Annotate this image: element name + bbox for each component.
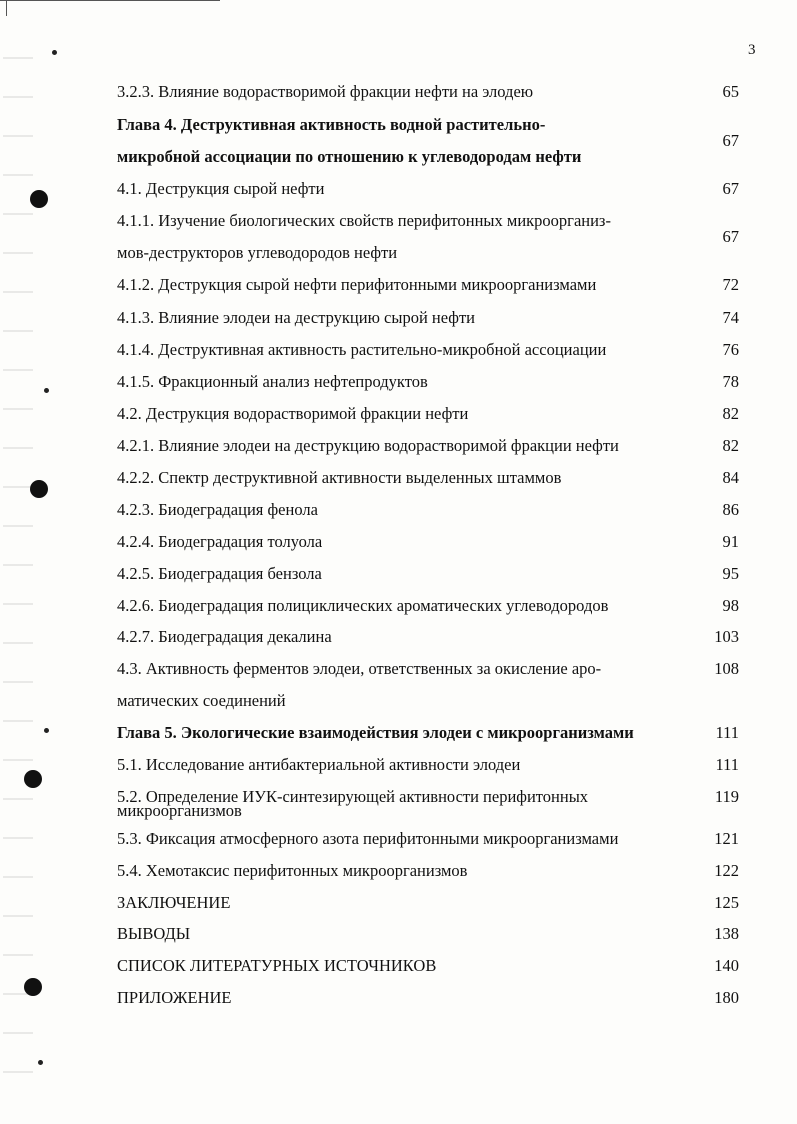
- toc-entry-page: 78: [722, 372, 739, 391]
- toc-entry-page: 72: [722, 275, 739, 294]
- toc-entry-title: 5.1. Исследование антибактериальной активности элодеи: [117, 755, 521, 774]
- toc-entry-page: 111: [715, 723, 739, 742]
- toc-entry-title: ЗАКЛЮЧЕНИЕ: [117, 893, 231, 912]
- toc-entry-title: 4.1.5. Фракционный анализ нефтепродуктов: [117, 372, 428, 391]
- toc-entry-page: 67: [722, 131, 739, 150]
- toc-entry-title: 4.2.4. Биодеградация толуола: [117, 532, 323, 551]
- toc-entry-title-line2: матических соединений: [117, 691, 286, 710]
- toc-entry-title: 5.3. Фиксация атмосферного азота перифитонными микроорганизмами: [117, 829, 619, 848]
- toc-entry-title: 4.2.5. Биодеградация бензола: [117, 564, 322, 583]
- toc-entry-title-line2: микроорганизмов: [117, 801, 242, 820]
- toc-entry-title-line1: 5.2. Определение ИУК-синтезирующей активности перифитонных: [117, 787, 589, 806]
- toc-entry: [117, 781, 737, 821]
- toc-entry-title: 4.2.2. Спектр деструктивной активности выделенных штаммов: [117, 468, 562, 487]
- toc-entry-title: 4.1.3. Влияние элодеи на деструкцию сырой нефти: [117, 308, 475, 327]
- toc-entry-title: ВЫВОДЫ: [117, 924, 191, 943]
- toc-entry-page: 103: [714, 627, 739, 646]
- toc-entry-page: 67: [722, 227, 739, 246]
- toc-entry-title: СПИСОК ЛИТЕРАТУРНЫХ ИСТОЧНИКОВ: [117, 956, 437, 975]
- toc-entry-page: 108: [714, 659, 739, 678]
- toc-entry-page: 138: [714, 924, 739, 943]
- toc-entry-page: 91: [722, 532, 739, 551]
- toc-entry-title: 5.4. Хемотаксис перифитонных микроорганизмов: [117, 861, 468, 880]
- toc-entry-page: 95: [722, 564, 739, 583]
- toc-entry-title: 4.2. Деструкция водорастворимой фракции нефти: [117, 404, 469, 423]
- toc-entry-title: 3.2.3. Влияние водорастворимой фракции нефти на элодею: [117, 82, 534, 101]
- toc-entry-title-line1: 4.3. Активность ферментов элодеи, ответственных за окисление аро-: [117, 659, 602, 678]
- toc-entry-title-line2: мов-деструкторов углеводородов нефти: [117, 243, 398, 262]
- toc-entry-page: 82: [722, 436, 739, 455]
- toc-entry-page: 76: [722, 340, 739, 359]
- toc-entry-title: 4.2.1. Влияние элодеи на деструкцию водорастворимой фракции нефти: [117, 436, 619, 455]
- toc-entry-title: 4.1.4. Деструктивная активность растительно-микробной ассоциации: [117, 340, 607, 359]
- toc-entry-title-line2: микробной ассоциации по отношению к углеводородам нефти: [117, 147, 582, 166]
- toc-entry-page: 111: [715, 755, 739, 774]
- toc-entry-page: 121: [714, 829, 739, 848]
- toc-entry-page: 140: [714, 956, 739, 975]
- toc-entry-title: 4.2.7. Биодеградация декалина: [117, 627, 332, 646]
- toc-entry-page: 86: [722, 500, 739, 519]
- toc-entry-page: 98: [722, 596, 739, 615]
- toc-entry-page: 82: [722, 404, 739, 423]
- toc-entry-page: 119: [714, 787, 739, 806]
- toc-entry-title: Глава 5. Экологические взаимодействия элодеи с микроорганизмами: [117, 723, 634, 742]
- toc-chapter-entry: [117, 109, 737, 173]
- toc-entry-page: 67: [722, 179, 739, 198]
- toc-entry-page: 125: [714, 893, 739, 912]
- toc-entry-title: ПРИЛОЖЕНИЕ: [117, 988, 232, 1007]
- toc-entry-page: 84: [722, 468, 739, 487]
- page-number: 3: [748, 42, 756, 58]
- toc-entry: [117, 205, 737, 269]
- toc-entry: [117, 653, 737, 717]
- toc-entry-page: 65: [722, 82, 739, 101]
- toc-entry-page: 74: [722, 308, 739, 327]
- toc-entry-title: 4.1.2. Деструкция сырой нефти перифитонными микроорганизмами: [117, 275, 597, 294]
- toc-entry-page: 122: [714, 861, 739, 880]
- toc-entry-title-line1: Глава 4. Деструктивная активность водной растительно-: [117, 115, 546, 134]
- toc-entry-title: 4.1. Деструкция сырой нефти: [117, 179, 325, 198]
- toc-entry-title: 4.2.6. Биодеградация полициклических ароматических углеводородов: [117, 596, 609, 615]
- toc-entry-page: 180: [714, 988, 739, 1007]
- toc-entry-title-line1: 4.1.1. Изучение биологических свойств перифитонных микроорганиз-: [117, 211, 611, 230]
- toc-entry-title: 4.2.3. Биодеградация фенола: [117, 500, 318, 519]
